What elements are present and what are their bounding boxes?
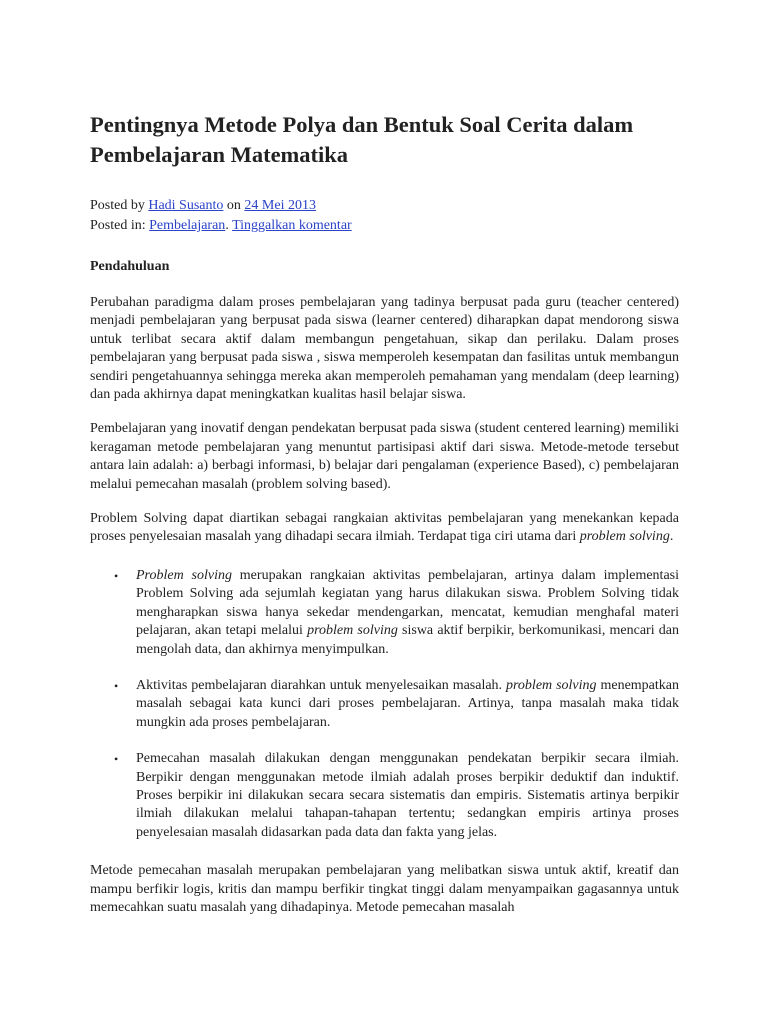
- intro-text: Problem Solving dapat diartikan sebagai rangkaian aktivitas pembelajaran yang menekankan kepada proses penyelesaian masalah yang dihadapi secara ilmiah. Terdapat tiga ciri utama dari: [90, 511, 679, 545]
- article-title: Pentingnya Metode Polya dan Bentuk Soal Cerita dalam Pembelajaran Matematika: [90, 112, 634, 167]
- list-item: [90, 750, 679, 842]
- list-text: Pemecahan masalah dilakukan dengan menggunakan pendekatan berpikir secara ilmiah. Berpikir dengan menggunakan metode ilmiah adalah proses berpikir deduktif dan induktif. Proses berpikir ini dilakukan secara secara sistematis dan empiris. Sistematis artinya berpikir ilmiah dilakukan melalui tahapan-tahapan tertentu; sedangkan empiris artinya proses penyelesaian masalah didasarkan pada data dan fakta yang jelas.: [136, 751, 679, 840]
- meta-separator: .: [225, 218, 233, 233]
- paragraph-1: Perubahan paradigma dalam proses pembelajaran yang tadinya berpusat pada guru (teacher centered) menjadi pembelajaran yang berpusat pada siswa (learner centered) diharapkan dapat mendorong siswa untuk terlibat secara aktif dalam membangun pengetahuan, sikap dan perilaku. Dalam proses pembelajaran yang berpusat pada siswa , siswa memperoleh kesempatan dan fasilitas untuk membangun sendiri pengetahuannya sehingga mereka akan memperoleh pemahaman yang mendalam (deep learning) dan pada akhirnya dapat meningkatkan kualitas hasil belajar siswa.: [90, 295, 679, 403]
- closing-paragraph: Metode pemecahan masalah merupakan pembelajaran yang melibatkan siswa untuk aktif, kreatif dan mampu berfikir logis, kritis dan mampu berfikir tingkat tinggi dalam menyampaikan gagasannya untuk memecahkan suatu masalah yang dihadapinya. Metode pemecahan masalah: [90, 863, 679, 915]
- characteristics-list: [90, 567, 679, 842]
- intro-end: .: [669, 529, 674, 545]
- bullet-icon: •: [114, 568, 119, 583]
- list-text: Aktivitas pembelajaran diarahkan untuk menyelesaikan masalah.: [136, 677, 506, 693]
- bullet-icon: •: [114, 752, 119, 767]
- list-emphasis: problem solving: [506, 677, 597, 693]
- list-text: siswa aktif berpikir, berkomunikasi, mencari dan mengolah data, dan akhirnya menyimpulkan.: [136, 623, 679, 657]
- article-page: [90, 110, 679, 933]
- date-link[interactable]: 24 Mei 2013: [244, 198, 316, 213]
- on-label: on: [223, 198, 245, 213]
- list-item: [90, 567, 679, 659]
- list-text: merupakan rangkaian aktivitas pembelajaran, artinya dalam implementasi Problem Solving ada sejumlah kegiatan yang harus dilakukan siswa. Problem Solving tidak mengharapkan siswa hanya sekedar mendengarkan, mencatat, kemudian menghafal materi pelajaran, akan tetapi melalui: [136, 567, 679, 639]
- post-categories: [90, 216, 679, 236]
- paragraph-2: Pembelajaran yang inovatif dengan pendekatan berpusat pada siswa (student centered learning) memiliki keragaman metode pembelajaran yang menuntut partisipasi aktif dari siswa. Metode-metode tersebut antara lain adalah: a) berbagi informasi, b) belajar dari pengalaman (experience Based), c) pembelajaran melalui pemecahan masalah (problem solving based).: [90, 421, 679, 492]
- list-emphasis: Problem solving: [136, 567, 232, 583]
- section-heading: Pendahuluan: [90, 259, 170, 274]
- leave-comment-link[interactable]: Tinggalkan komentar: [232, 218, 352, 233]
- list-item: [90, 677, 679, 732]
- problem-solving-intro: [90, 510, 679, 547]
- posted-in-label: Posted in:: [90, 218, 150, 233]
- author-link[interactable]: Hadi Susanto: [148, 198, 224, 213]
- post-byline: [90, 196, 679, 216]
- posted-by-label: Posted by: [90, 198, 149, 213]
- bullet-icon: •: [114, 678, 119, 693]
- intro-emphasis: problem solving: [579, 529, 670, 545]
- category-link[interactable]: Pembelajaran: [149, 218, 226, 233]
- list-emphasis: problem solving: [307, 623, 398, 639]
- list-text: menempatkan masalah sebagai kata kunci dari proses pembelajaran. Artinya, tanpa masalah maka tidak mungkin ada proses pembelajaran.: [136, 677, 679, 730]
